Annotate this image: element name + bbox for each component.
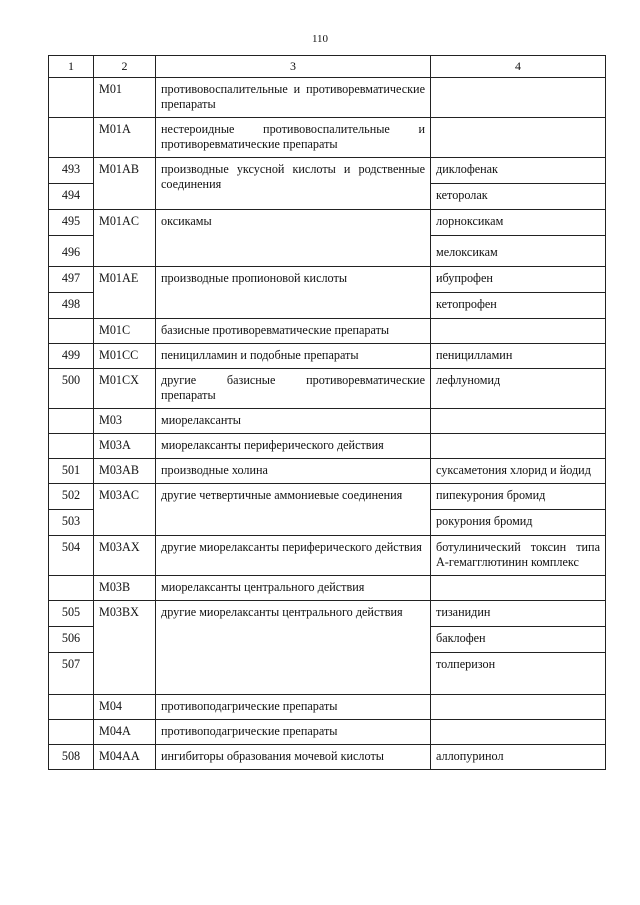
table-row (49, 78, 606, 118)
drug-name: диклофенак (431, 158, 606, 184)
drug-name: ботулинический токсин типа A-гемагглютинин комплекс (431, 536, 606, 576)
group-name: другие четвертичные аммониевые соединения (156, 484, 431, 536)
drug-name: мелоксикам (431, 236, 606, 267)
drug-name: пеницилламин (431, 344, 606, 369)
drug-name: пипекурония бромид (431, 484, 606, 510)
page-number: 110 (311, 33, 329, 45)
atc-code: M03AB (94, 459, 156, 484)
row-number (49, 720, 94, 745)
table-row (49, 484, 606, 510)
atc-code: M03BX (94, 601, 156, 695)
group-name: базисные противоревматические препараты (156, 319, 431, 344)
drug-name: рокурония бромид (431, 510, 606, 536)
group-name: миорелаксанты периферического действия (156, 434, 431, 459)
atc-code: M03 (94, 409, 156, 434)
row-number (49, 319, 94, 344)
atc-code: M04 (94, 695, 156, 720)
drug-name: тизанидин (431, 601, 606, 627)
atc-code: M03B (94, 576, 156, 601)
group-name: пеницилламин и подобные препараты (156, 344, 431, 369)
table-row (49, 158, 606, 184)
atc-code: M01 (94, 78, 156, 118)
group-name: ингибиторы образования мочевой кислоты (156, 745, 431, 770)
table-row (49, 745, 606, 770)
drug-name (431, 78, 606, 118)
table-row (49, 576, 606, 601)
row-number: 508 (49, 745, 94, 770)
group-name: производные пропионовой кислоты (156, 267, 431, 319)
group-name: противоподагрические препараты (156, 720, 431, 745)
drug-name: кеторолак (431, 184, 606, 210)
group-name: противовоспалительные и противоревматические препараты (156, 78, 431, 118)
table-row (49, 344, 606, 369)
row-number: 504 (49, 536, 94, 576)
row-number (49, 434, 94, 459)
drug-name (431, 409, 606, 434)
row-number: 494 (49, 184, 94, 210)
drug-name: суксаметония хлорид и йодид (431, 459, 606, 484)
table-row (49, 434, 606, 459)
group-name: производные холина (156, 459, 431, 484)
table-row (49, 536, 606, 576)
drug-classification-table (48, 55, 606, 770)
row-number: 506 (49, 627, 94, 653)
atc-code: M03A (94, 434, 156, 459)
drug-name: лефлуномид (431, 369, 606, 409)
atc-code: M01AE (94, 267, 156, 319)
atc-code: M01C (94, 319, 156, 344)
drug-name (431, 720, 606, 745)
row-number: 505 (49, 601, 94, 627)
atc-code: M04AA (94, 745, 156, 770)
row-number (49, 695, 94, 720)
table-row (49, 319, 606, 344)
table-row (49, 601, 606, 627)
header-cell: 2 (94, 56, 156, 78)
row-number: 498 (49, 293, 94, 319)
group-name: производные уксусной кислоты и родственные соединения (156, 158, 431, 210)
row-number (49, 409, 94, 434)
atc-code: M01CX (94, 369, 156, 409)
row-number: 503 (49, 510, 94, 536)
atc-code: M04A (94, 720, 156, 745)
atc-code: M01AC (94, 210, 156, 267)
row-number: 500 (49, 369, 94, 409)
row-number: 497 (49, 267, 94, 293)
row-number: 502 (49, 484, 94, 510)
group-name: другие миорелаксанты центрального действия (156, 601, 431, 695)
atc-code: M03AX (94, 536, 156, 576)
group-name: другие миорелаксанты периферического действия (156, 536, 431, 576)
table-header-row (49, 56, 606, 78)
group-name: оксикамы (156, 210, 431, 267)
group-name: противоподагрические препараты (156, 695, 431, 720)
row-number: 499 (49, 344, 94, 369)
drug-name: ибупрофен (431, 267, 606, 293)
row-number: 507 (49, 653, 94, 695)
drug-name: кетопрофен (431, 293, 606, 319)
table-row (49, 369, 606, 409)
row-number (49, 118, 94, 158)
group-name: миорелаксанты центрального действия (156, 576, 431, 601)
row-number: 496 (49, 236, 94, 267)
table-row (49, 409, 606, 434)
row-number: 495 (49, 210, 94, 236)
drug-name: аллопуринол (431, 745, 606, 770)
header-cell: 1 (49, 56, 94, 78)
row-number: 501 (49, 459, 94, 484)
table-row (49, 267, 606, 293)
drug-name: баклофен (431, 627, 606, 653)
drug-name (431, 434, 606, 459)
drug-name (431, 118, 606, 158)
row-number (49, 576, 94, 601)
row-number (49, 78, 94, 118)
group-name: миорелаксанты (156, 409, 431, 434)
atc-code: M01CC (94, 344, 156, 369)
table-row (49, 210, 606, 236)
drug-name (431, 576, 606, 601)
drug-name (431, 319, 606, 344)
drug-name: лорноксикам (431, 210, 606, 236)
header-cell: 3 (156, 56, 431, 78)
drug-name (431, 695, 606, 720)
header-cell: 4 (431, 56, 606, 78)
group-name: нестероидные противовоспалительные и противоревматические препараты (156, 118, 431, 158)
table-row (49, 118, 606, 158)
group-name: другие базисные противоревматические препараты (156, 369, 431, 409)
row-number: 493 (49, 158, 94, 184)
table-row (49, 720, 606, 745)
table-row (49, 695, 606, 720)
drug-name: толперизон (431, 653, 606, 695)
table-row (49, 459, 606, 484)
atc-code: M01AB (94, 158, 156, 210)
atc-code: M01A (94, 118, 156, 158)
atc-code: M03AC (94, 484, 156, 536)
